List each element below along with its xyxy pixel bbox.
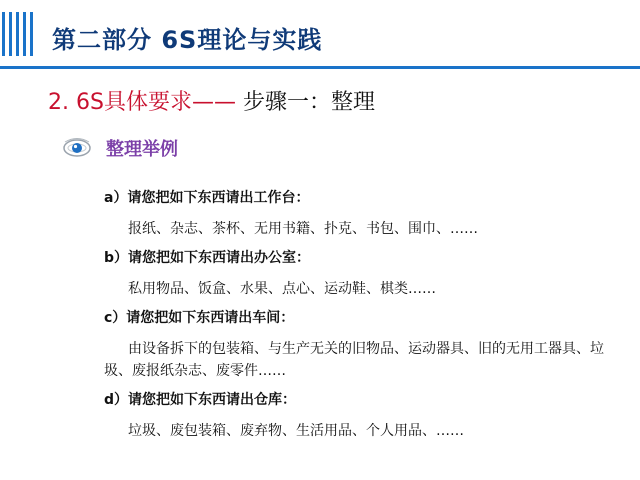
slide-title: 第二部分 6S理论与实践	[52, 26, 323, 54]
section-subtitle	[48, 85, 375, 116]
header-bar	[16, 12, 19, 56]
list-item	[104, 390, 614, 442]
item-heading: d）请您把如下东西请出仓库：	[104, 392, 297, 408]
header-bar	[2, 12, 5, 56]
subtitle-step: 步骤一：整理	[235, 90, 375, 115]
item-heading: a）请您把如下东西请出工作台：	[104, 190, 310, 206]
header-bar	[30, 12, 33, 56]
example-heading	[62, 134, 482, 164]
header-bar	[23, 12, 26, 56]
eye-globe-icon	[62, 136, 92, 160]
item-heading: c）请您把如下东西请出车间：	[104, 310, 295, 326]
example-list	[104, 188, 614, 450]
subtitle-number: 2.	[48, 90, 76, 115]
item-body: 垃圾、废包装箱、废弃物、生活用品、个人用品、……	[128, 423, 464, 439]
slide-header	[0, 0, 640, 68]
header-decoration-bars	[0, 12, 40, 56]
list-item	[104, 248, 614, 300]
list-item	[104, 188, 614, 240]
header-bar	[9, 12, 12, 56]
item-body: 私用物品、饭盒、水果、点心、运动鞋、棋类……	[128, 281, 436, 297]
list-item	[104, 308, 614, 382]
header-rule	[0, 66, 640, 69]
subtitle-topic: 6S具体要求——	[75, 90, 236, 115]
item-heading: b）请您把如下东西请出办公室：	[104, 250, 311, 266]
item-body: 由设备拆下的包装箱、与生产无关的旧物品、运动器具、旧的无用工器具、垃圾、废报纸杂志、废零件……	[104, 341, 604, 379]
example-heading-label: 整理举例	[106, 139, 178, 160]
item-body: 报纸、杂志、茶杯、无用书籍、扑克、书包、围巾、……	[128, 221, 478, 237]
